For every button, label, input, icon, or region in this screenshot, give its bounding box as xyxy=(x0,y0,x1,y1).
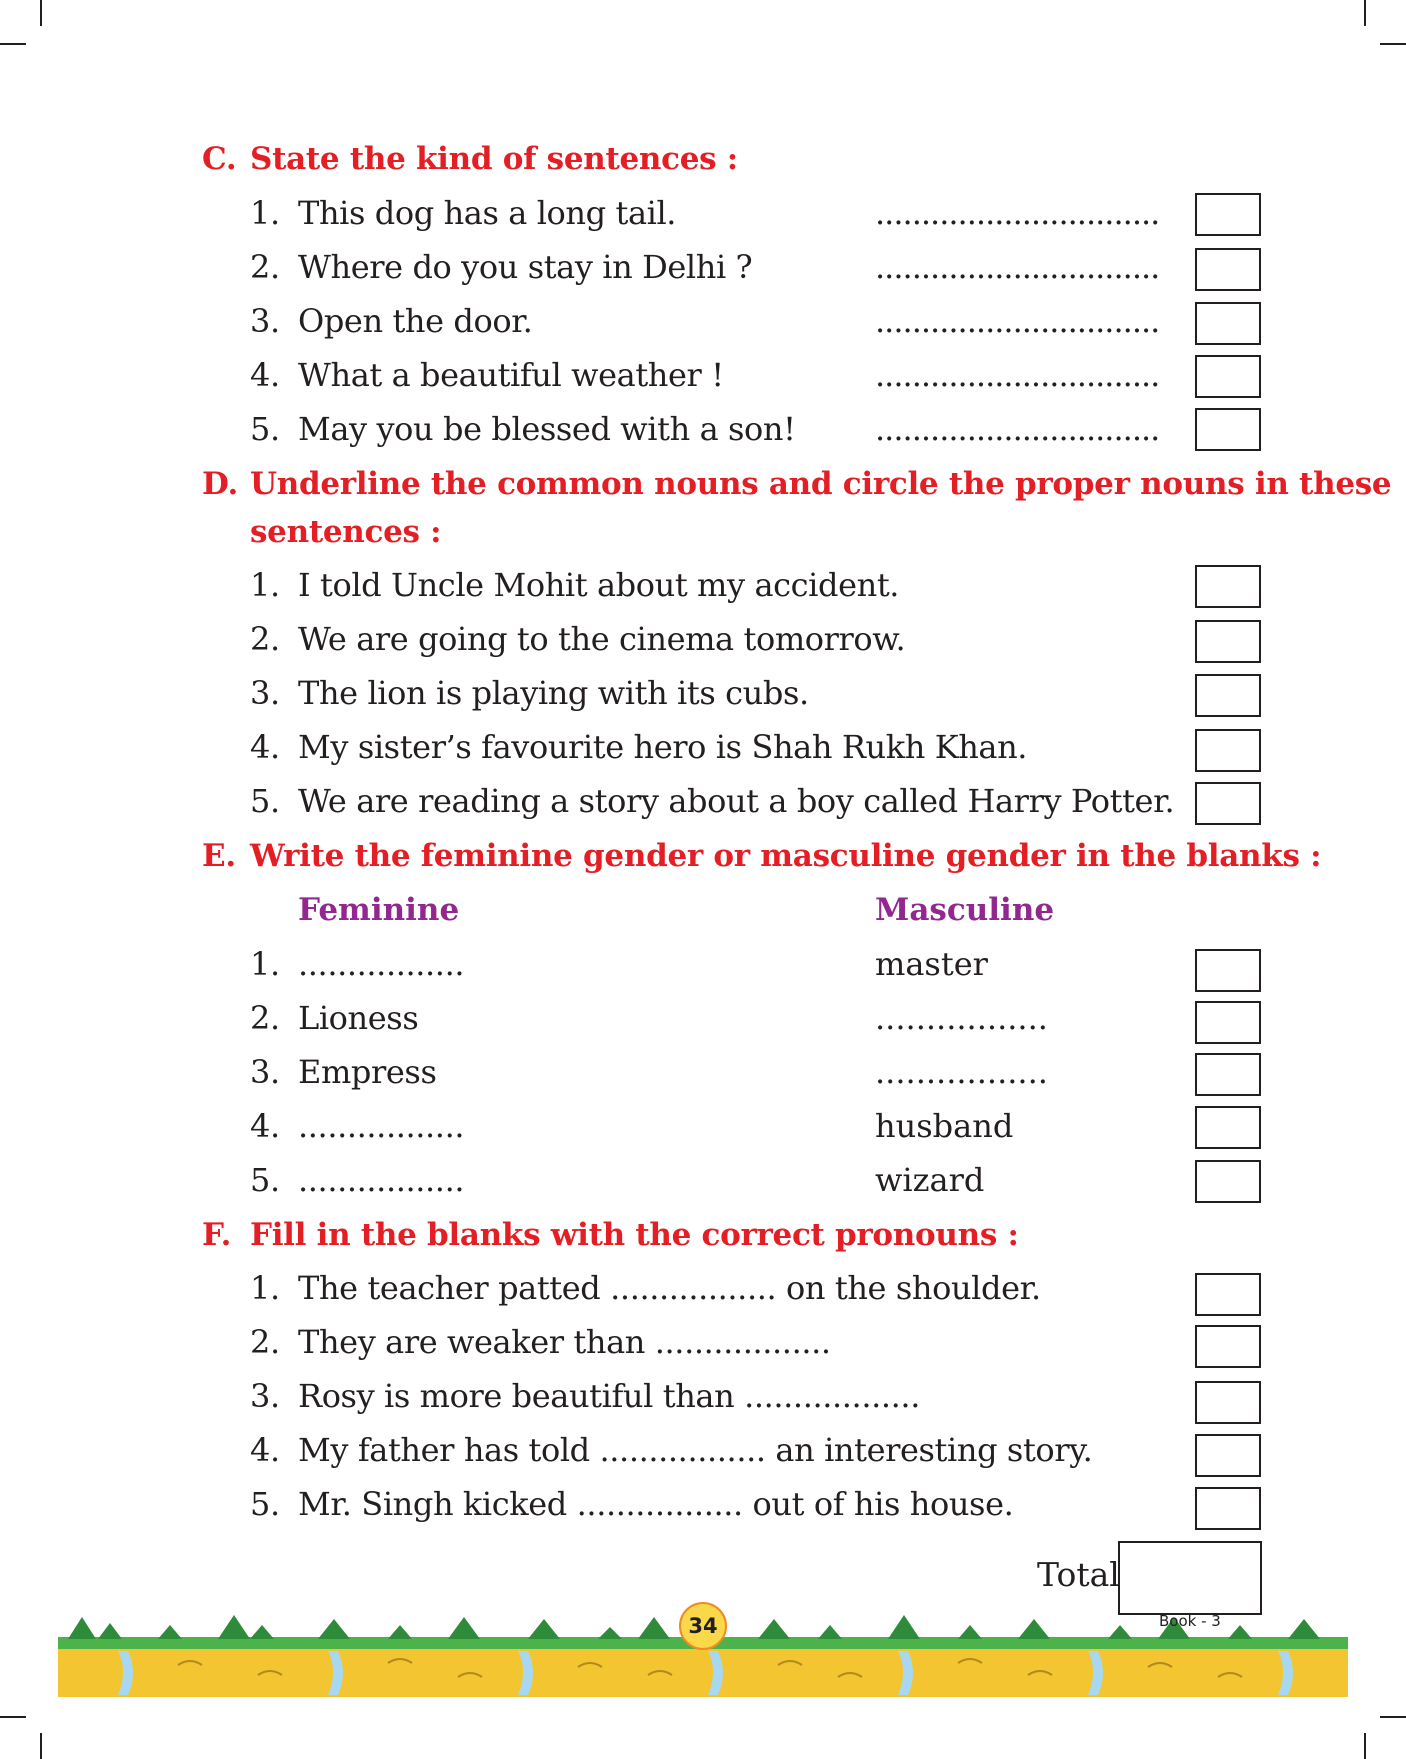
list-item: 5. May you be blessed with a son! xyxy=(250,410,796,448)
list-item: 4. My father has told ................. an interesting story. xyxy=(250,1431,1093,1469)
list-item: 3. Open the door. xyxy=(250,302,533,340)
score-box[interactable] xyxy=(1195,565,1261,608)
score-box[interactable] xyxy=(1195,1106,1261,1149)
list-item: 5. We are reading a story about a boy called Harry Potter. xyxy=(250,782,1175,820)
list-item: 2. They are weaker than .................. xyxy=(250,1323,831,1361)
score-box[interactable] xyxy=(1195,674,1261,717)
score-box[interactable] xyxy=(1195,1001,1261,1044)
score-box[interactable] xyxy=(1195,193,1261,236)
list-item: 5. Mr. Singh kicked ................. out of his house. xyxy=(250,1485,1014,1523)
list-item: 3. Empress xyxy=(250,1053,437,1091)
list-item: 2. We are going to the cinema tomorrow. xyxy=(250,620,906,658)
section-letter: F. xyxy=(202,1217,232,1253)
list-item: 3. The lion is playing with its cubs. xyxy=(250,674,809,712)
list-item: 1. ................. xyxy=(250,945,465,983)
list-item: 4. What a beautiful weather ! xyxy=(250,356,724,394)
masculine-value: ................. xyxy=(875,999,1048,1037)
section-title: Fill in the blanks with the correct pronouns : xyxy=(250,1217,1019,1253)
answer-blank[interactable]: ............................... xyxy=(875,356,1160,394)
answer-blank[interactable]: ............................... xyxy=(875,410,1160,448)
section-f-heading xyxy=(202,1217,1019,1253)
section-e-heading xyxy=(202,838,1321,874)
section-c-heading xyxy=(202,141,738,177)
masculine-value: ................. xyxy=(875,1053,1048,1091)
answer-blank[interactable]: ............................... xyxy=(875,248,1160,286)
crop-mark-top-right-h xyxy=(1380,43,1406,45)
section-letter: D. xyxy=(202,466,238,502)
score-box[interactable] xyxy=(1195,248,1261,291)
score-box[interactable] xyxy=(1195,1325,1261,1368)
crop-mark-bottom-right-h xyxy=(1380,1716,1406,1718)
score-box[interactable] xyxy=(1195,1381,1261,1424)
list-item: 1. The teacher patted ................. on the shoulder. xyxy=(250,1269,1041,1307)
total-label: Total xyxy=(1037,1555,1120,1594)
crop-mark-top-right-v xyxy=(1364,0,1366,26)
section-letter: C. xyxy=(202,141,237,177)
list-item: 1. I told Uncle Mohit about my accident. xyxy=(250,566,900,604)
score-box[interactable] xyxy=(1195,729,1261,772)
section-letter: E. xyxy=(202,838,236,874)
section-title: State the kind of sentences : xyxy=(250,141,738,177)
list-item: 2. Where do you stay in Delhi ? xyxy=(250,248,753,286)
list-item: 5. ................. xyxy=(250,1161,465,1199)
masculine-value: husband xyxy=(875,1107,1014,1145)
list-item: 4. My sister’s favourite hero is Shah Rukh Khan. xyxy=(250,728,1028,766)
crop-mark-top-left-v xyxy=(40,0,42,26)
book-label: Book - 3 xyxy=(1159,1612,1221,1630)
score-box[interactable] xyxy=(1195,782,1261,825)
crop-mark-bottom-left-h xyxy=(0,1716,26,1718)
score-box[interactable] xyxy=(1195,302,1261,345)
score-box[interactable] xyxy=(1195,620,1261,663)
list-item: 3. Rosy is more beautiful than .................. xyxy=(250,1377,920,1415)
answer-blank[interactable]: ............................... xyxy=(875,194,1160,232)
crop-mark-top-left-h xyxy=(0,43,26,45)
section-d-heading xyxy=(202,466,1391,502)
score-box[interactable] xyxy=(1195,949,1261,992)
section-d-heading-line2: sentences : xyxy=(250,514,442,550)
section-title: Write the feminine gender or masculine gender in the blanks : xyxy=(250,838,1322,874)
column-heading-masculine: Masculine xyxy=(875,892,1055,928)
answer-blank[interactable]: ............................... xyxy=(875,302,1160,340)
column-heading-feminine: Feminine xyxy=(298,892,460,928)
score-box[interactable] xyxy=(1195,1053,1261,1096)
score-box[interactable] xyxy=(1195,355,1261,398)
score-box[interactable] xyxy=(1195,408,1261,451)
score-box[interactable] xyxy=(1195,1273,1261,1316)
masculine-value: wizard xyxy=(875,1161,985,1199)
list-item: 1. This dog has a long tail. xyxy=(250,194,677,232)
crop-mark-bottom-left-v xyxy=(40,1733,42,1759)
section-title: Underline the common nouns and circle the proper nouns in these xyxy=(250,466,1392,502)
list-item: 4. ................. xyxy=(250,1107,465,1145)
page-number: 34 xyxy=(679,1602,727,1650)
masculine-value: master xyxy=(875,945,988,983)
score-box[interactable] xyxy=(1195,1434,1261,1477)
total-score-box[interactable] xyxy=(1118,1541,1262,1615)
list-item: 2. Lioness xyxy=(250,999,419,1037)
score-box[interactable] xyxy=(1195,1487,1261,1530)
crop-mark-bottom-right-v xyxy=(1364,1733,1366,1759)
score-box[interactable] xyxy=(1195,1160,1261,1203)
